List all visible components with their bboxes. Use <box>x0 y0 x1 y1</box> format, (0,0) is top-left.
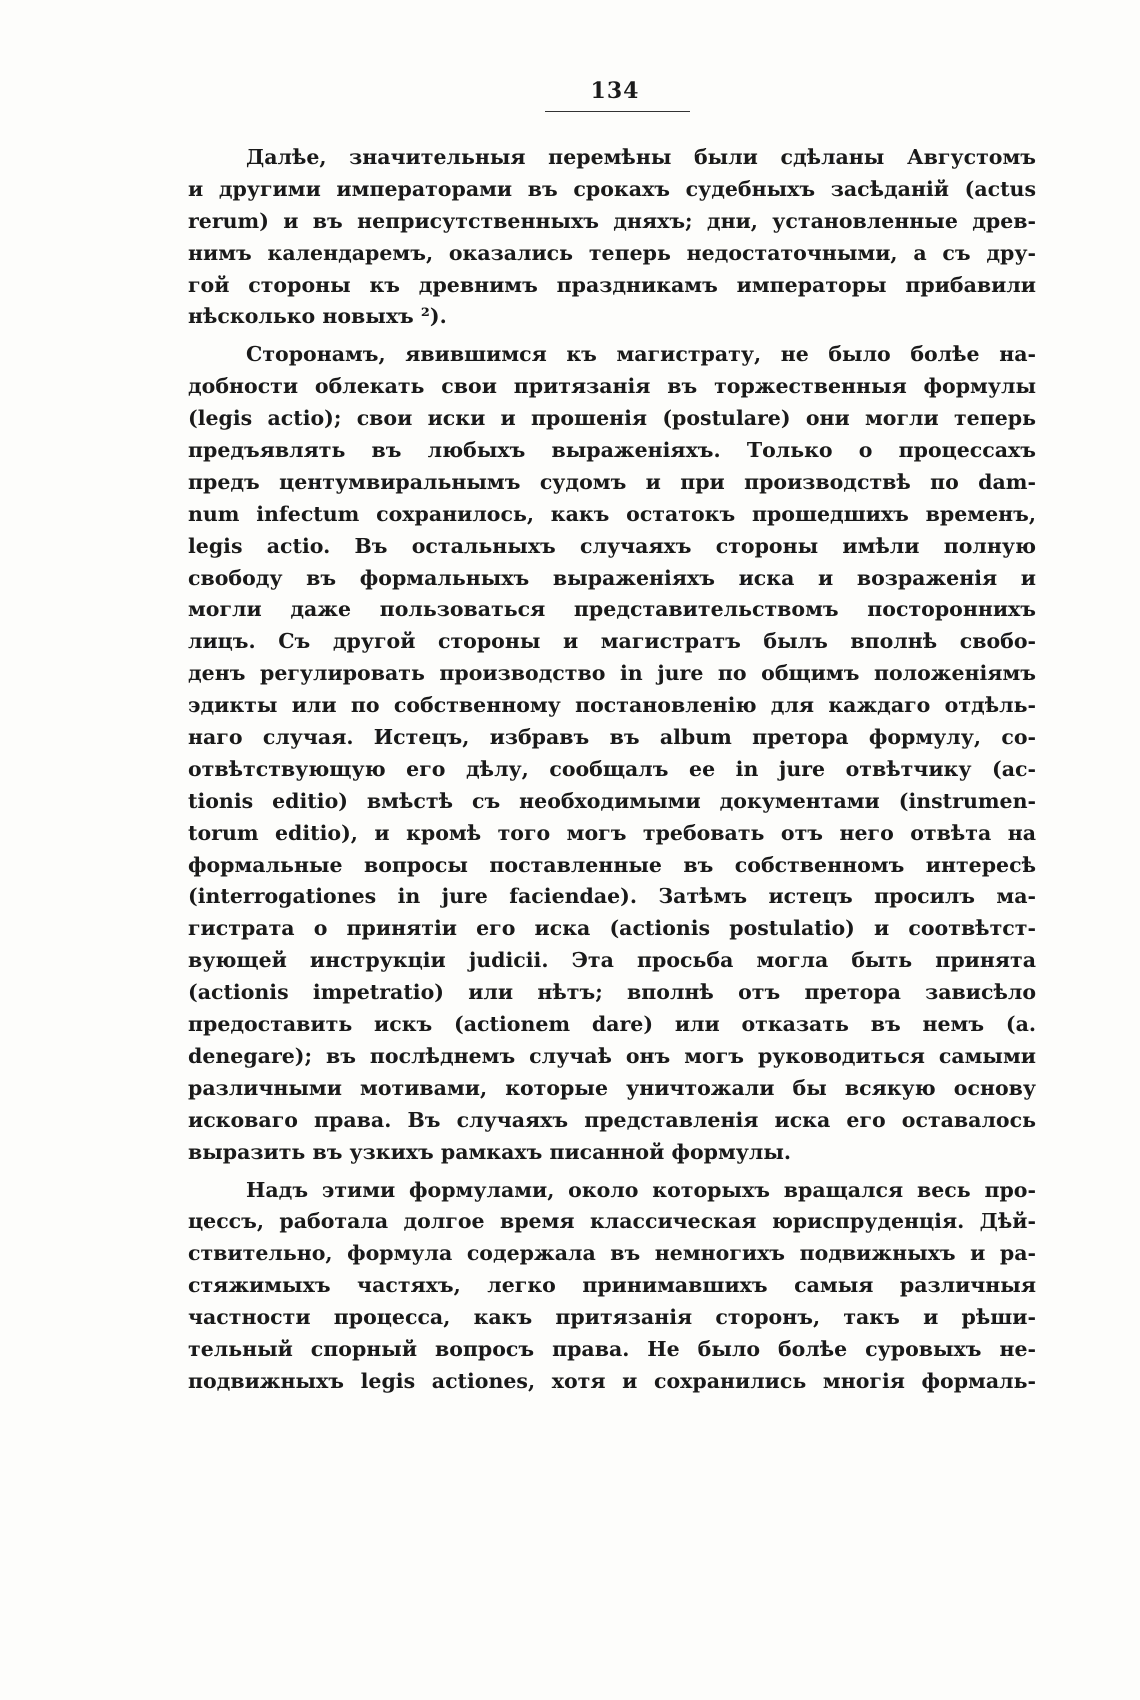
text-line: Сторонамъ, явившимся къ магистрату, не было болѣе на- <box>246 342 1036 367</box>
text-line: предъявлять въ любыхъ выраженіяхъ. Только о процессахъ <box>188 438 1036 463</box>
text-line: лицъ. Съ другой стороны и магистратъ былъ вполнѣ свобо- <box>188 629 1036 654</box>
text-line: гой стороны къ древнимъ праздникамъ императоры прибавили <box>188 272 1036 297</box>
paragraph-1 <box>188 142 1036 333</box>
text-line: предъ центумвиральнымъ судомъ и при производствѣ по dam- <box>188 469 1036 494</box>
text-line: свободу въ формальныхъ выраженіяхъ иска и возраженія и <box>188 565 1036 590</box>
text-line: отвѣтствующую его дѣлу, сообщалъ ее in jure отвѣтчику (ac- <box>188 756 1036 781</box>
text-line: различными мотивами, которые уничтожали бы всякую основу <box>188 1075 1036 1100</box>
text-line: исковаго права. Въ случаяхъ представленія иска его оставалось <box>188 1107 1036 1132</box>
text-line: частности процесса, какъ притязанія сторонъ, такъ и рѣши- <box>188 1305 1036 1330</box>
text-line: могли даже пользоваться представительствомъ постороннихъ <box>188 597 1036 622</box>
text-line: предоставить искъ (actionem dare) или отказать въ немъ (a. <box>188 1012 1036 1037</box>
text-line: вующей инструкціи judicii. Эта просьба могла быть принята <box>188 948 1036 973</box>
text-line: формальные вопросы поставленные въ собственномъ интересѣ <box>188 852 1036 877</box>
text-line: и другими императорами въ срокахъ судебныхъ засѣданій (actus <box>188 176 1036 201</box>
text-line: Надъ этими формулами, около которыхъ вращался весь про- <box>246 1177 1036 1202</box>
text-line: rerum) и въ неприсутственныхъ дняхъ; дни, установленные древ- <box>188 208 1036 233</box>
text-line: (actionis impetratio) или нѣтъ; вполнѣ отъ претора зависѣло <box>188 980 1036 1005</box>
text-line: гистрата о принятіи его иска (actionis postulatio) и соотвѣтст- <box>188 916 1036 941</box>
text-line: цессъ, работала долгое время классическая юриспруденція. Дѣй- <box>188 1209 1036 1234</box>
text-line: denegare); въ послѣднемъ случаѣ онъ могъ руководиться самыми <box>188 1043 1036 1068</box>
text-line: нѣсколько новыхъ ²). <box>188 304 447 329</box>
text-line: tionis editio) вмѣстѣ съ необходимыми документами (instrumen- <box>188 788 1036 813</box>
text-line: legis actio. Въ остальныхъ случаяхъ стороны имѣли полную <box>188 533 1036 558</box>
page-number: 134 <box>590 78 640 104</box>
text-line: подвижныхъ legis actiones, хотя и сохранились многія формаль- <box>188 1368 1036 1393</box>
text-line: Далѣе, значительныя перемѣны были сдѣланы Августомъ <box>246 145 1036 169</box>
text-line: num infectum сохранилось, какъ остатокъ прошедшихъ временъ, <box>188 501 1036 526</box>
text-line: эдикты или по собственному постановленію для каждаго отдѣль- <box>188 693 1036 718</box>
paragraph-3 <box>188 1175 1036 1398</box>
text-line: добности облекать свои притязанія въ торжественныя формулы <box>188 374 1036 399</box>
text-line: ствительно, формула содержала въ немногихъ подвижныхъ и ра- <box>188 1241 1036 1266</box>
text-line: выразить въ узкихъ рамкахъ писанной формулы. <box>188 1139 792 1164</box>
text-line: стяжимыхъ частяхъ, легко принимавшихъ самыя различныя <box>188 1273 1036 1298</box>
text-line: torum editio), и кромѣ того могъ требовать отъ него отвѣта на <box>188 820 1036 845</box>
text-line: нимъ календаремъ, оказались теперь недостаточными, а съ дру- <box>188 240 1036 265</box>
text-line: наго случая. Истецъ, избравъ въ album претора формулу, со- <box>188 725 1036 750</box>
text-line: денъ регулировать производство in jure по общимъ положеніямъ <box>188 661 1036 686</box>
text-line: тельный спорный вопросъ права. Не было болѣе суровыхъ не- <box>188 1336 1036 1361</box>
text-line: (legis actio); свои иски и прошенія (postulare) они могли теперь <box>188 406 1036 431</box>
paragraph-2 <box>188 339 1036 1168</box>
page-number-rule <box>545 111 690 112</box>
text-line: (interrogationes in jure faciendae). Затѣмъ истецъ просилъ ма- <box>188 884 1036 909</box>
body-text <box>188 142 1036 1398</box>
